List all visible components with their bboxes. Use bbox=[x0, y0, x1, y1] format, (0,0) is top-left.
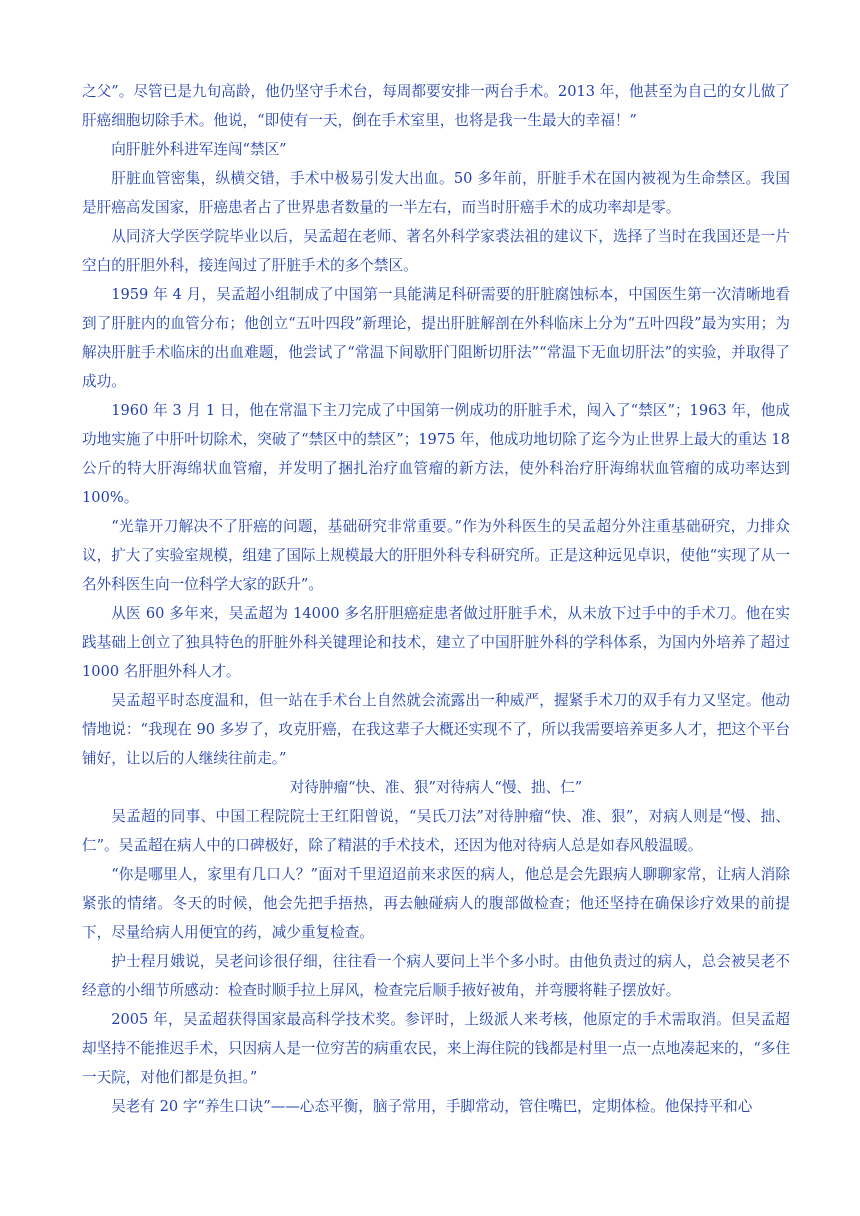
paragraph-6: “光靠开刀解决不了肝癌的问题，基础研究非常重要。”作为外科医生的吴孟超分外注重基础研究，力排众议，扩大了实验室规模，组建了国际上规模最大的肝胆外科专科研究所。正是这种远见卓识，使他“实现了从一名外科医生向一位科学大家的跃升”。 bbox=[82, 518, 790, 593]
paragraph-9: 吴孟超的同事、中国工程院院士王红阳曾说，“吴氏刀法”对待肿瘤“快、准、狠”，对病人则是“慢、拙、仁”。吴孟超在病人中的口碑极好，除了精湛的手术技术，还因为他对待病人总是如春风般温暖。 bbox=[82, 808, 790, 854]
paragraph-2: 肝脏血管密集，纵横交错，手术中极易引发大出血。50 多年前，肝脏手术在国内被视为生命禁区。我国是肝癌高发国家，肝癌患者占了世界患者数量的一半左右，而当时肝癌手术的成功率却是零。 bbox=[82, 170, 790, 216]
section-heading-liver-surgery: 向肝脏外科进军连闯“禁区” bbox=[111, 141, 287, 158]
paragraph-12: 2005 年，吴孟超获得国家最高科学技术奖。参评时，上级派人来考核，他原定的手术需取消。但吴孟超却坚持不能推迟手术，只因病人是一位穷苦的病重农民，来上海住院的钱都是村里一点一点地凑起来的，“多住一天院，对他们都是负担。” bbox=[82, 1011, 790, 1086]
paragraph-11: 护士程月娥说，吴老问诊很仔细，往往看一个病人要问上半个多小时。由他负责过的病人，总会被吴老不经意的小细节所感动：检查时顺手拉上屏风，检查完后顺手掖好被角，并弯腰将鞋子摆放好。 bbox=[82, 953, 790, 999]
document-page bbox=[82, 77, 790, 1121]
section-heading-patients: 对待肿瘤“快、准、狠”对待病人“慢、拙、仁” bbox=[289, 779, 583, 796]
paragraph-4: 1959 年 4 月，吴孟超小组制成了中国第一具能满足科研需要的肝脏腐蚀标本，中国医生第一次清晰地看到了肝脏内的血管分布；他创立“五叶四段”新理论，提出肝脏解剖在外科临床上分为“五叶四段”最为实用；为解决肝脏手术临床的出血难题，他尝试了“常温下间歇肝门阻断切肝法”“常温下无血切肝法”的实验，并取得了成功。 bbox=[82, 286, 790, 390]
paragraph-3: 从同济大学医学院毕业以后，吴孟超在老师、著名外科学家裘法祖的建议下，选择了当时在我国还是一片空白的肝胆外科，接连闯过了肝脏手术的多个禁区。 bbox=[82, 228, 790, 274]
paragraph-5: 1960 年 3 月 1 日，他在常温下主刀完成了中国第一例成功的肝脏手术，闯入了“禁区”；1963 年，他成功地实施了中肝叶切除术，突破了“禁区中的禁区”；1975 年，他成功地切除了迄今为止世界上最大的重达 18 公斤的特大肝海绵状血管瘤，并发明了捆扎治疗血管瘤的新方法，使外科治疗肝海绵状血管瘤的成功率达到 100%。 bbox=[82, 402, 790, 506]
paragraph-10: “你是哪里人，家里有几口人？”面对千里迢迢前来求医的病人，他总是会先跟病人聊聊家常，让病人消除紧张的情绪。冬天的时候，他会先把手捂热，再去触碰病人的腹部做检查；他还坚持在确保诊疗效果的前提下，尽量给病人用便宜的药，减少重复检查。 bbox=[82, 866, 790, 941]
paragraph-13: 吴老有 20 字“养生口诀”——心态平衡，脑子常用，手脚常动，管住嘴巴，定期体检。他保持平和心 bbox=[111, 1098, 753, 1115]
paragraph-8: 吴孟超平时态度温和，但一站在手术台上自然就会流露出一种威严，握紧手术刀的双手有力又坚定。他动情地说：“我现在 90 多岁了，攻克肝癌，在我这辈子大概还实现不了，所以我需要培养更多人才，把这个平台铺好，让以后的人继续往前走。” bbox=[82, 692, 790, 767]
paragraph-1: 之父”。尽管已是九旬高龄，他仍坚守手术台，每周都要安排一两台手术。2013 年，他甚至为自己的女儿做了肝癌细胞切除手术。他说，“即使有一天，倒在手术室里，也将是我一生最大的幸福！” bbox=[82, 83, 790, 129]
paragraph-7: 从医 60 多年来，吴孟超为 14000 多名肝胆癌症患者做过肝脏手术，从未放下过手中的手术刀。他在实践基础上创立了独具特色的肝脏外科关键理论和技术，建立了中国肝脏外科的学科体系，为国内外培养了超过 1000 名肝胆外科人才。 bbox=[82, 605, 790, 680]
